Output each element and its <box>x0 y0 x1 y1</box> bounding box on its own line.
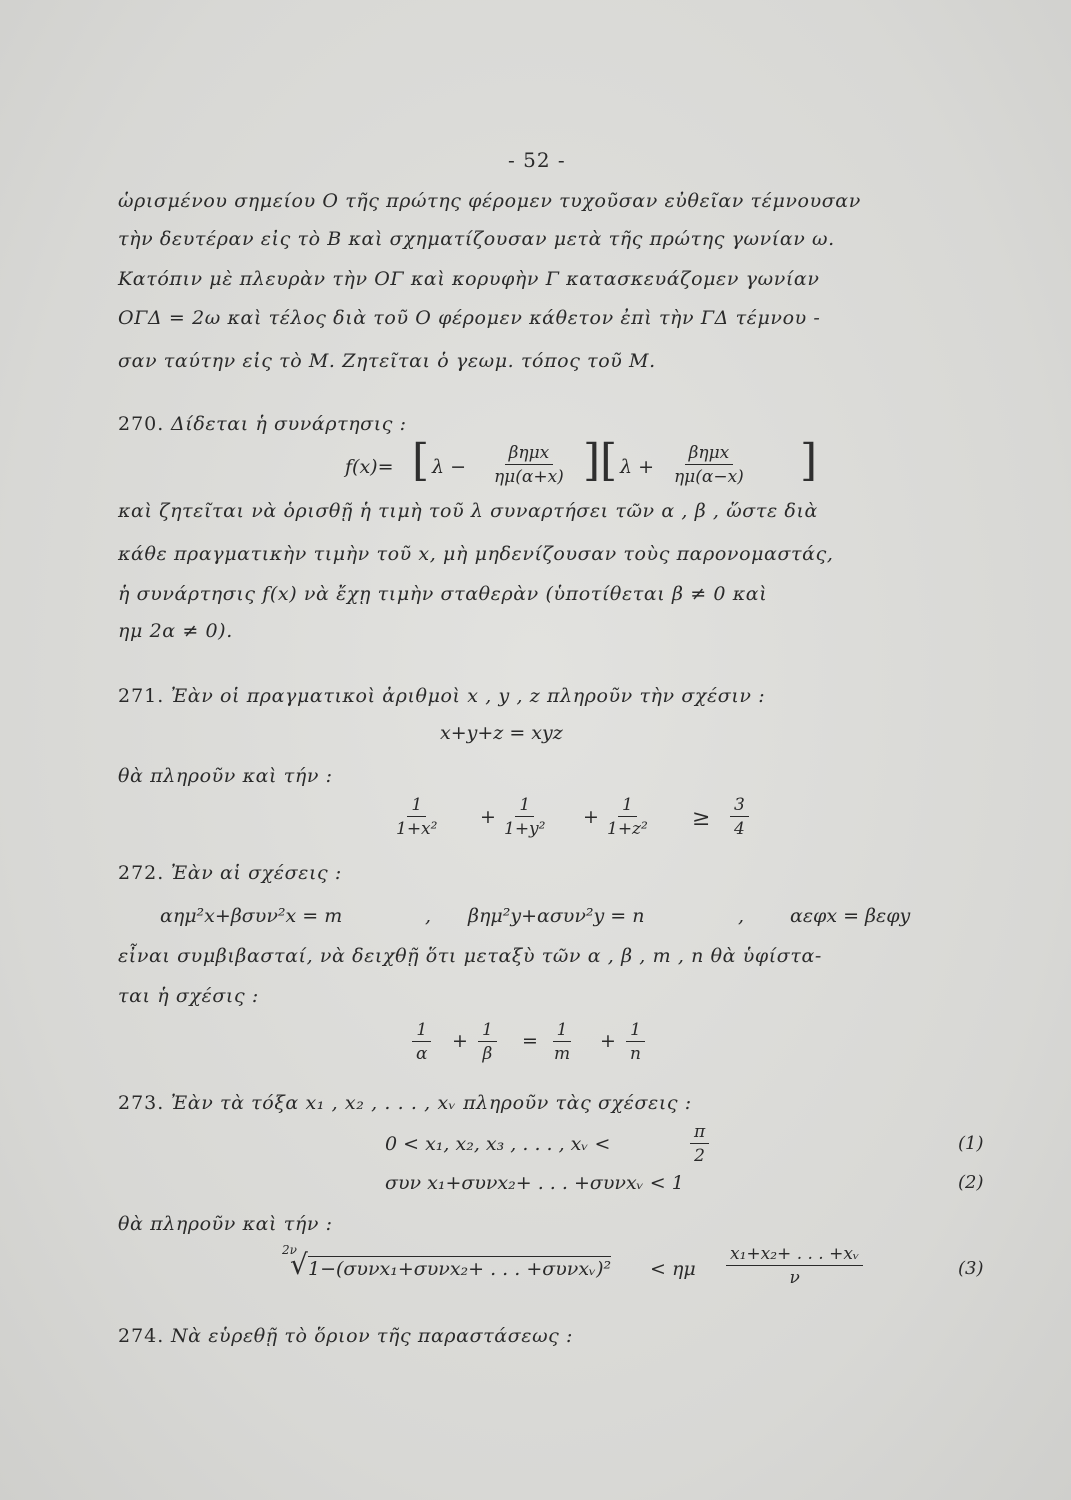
root-index: 2ν <box>282 1243 297 1257</box>
plus-sign: + <box>452 1030 468 1052</box>
fraction-273-mean <box>726 1244 863 1288</box>
intro-line-4: ΟΓΔ = 2ω καὶ τέλος διὰ τοῦ Ο φέρομεν κάθετον ἐπὶ τὴν ΓΔ τέμνου - <box>118 307 821 329</box>
problem-272-heading <box>118 862 342 884</box>
problem-274-text: Νὰ εὑρεθῇ τὸ ὅριον τῆς παραστάσεως : <box>170 1325 574 1347</box>
comma: , <box>425 905 432 927</box>
problem-271-then: θὰ πληροῦν καὶ τήν : <box>118 765 333 787</box>
comma: , <box>738 905 745 927</box>
fraction-272-b <box>478 1020 497 1064</box>
fraction-271-x <box>392 795 441 839</box>
fraction-numerator: 1 <box>412 1020 431 1042</box>
fraction-271-rhs <box>730 795 749 839</box>
fraction-denominator: ημ(α+x) <box>494 467 564 487</box>
fraction-numerator: 1 <box>515 795 534 817</box>
equation-number-1: (1) <box>958 1133 984 1154</box>
bracket-close-2: ] <box>800 435 818 486</box>
fraction-272-n <box>626 1020 645 1064</box>
problem-270-number: 270. <box>118 413 165 435</box>
fraction-pi-over-2 <box>690 1122 709 1166</box>
problem-273-text: Ἐὰν τὰ τόξα x₁ , x₂ , . . . , xᵥ πληροῦν τὰς σχέσεις : <box>170 1092 692 1114</box>
fraction-numerator: 1 <box>618 795 637 817</box>
plus-sign: + <box>480 806 496 828</box>
problem-271-equation: x+y+z = xyz <box>440 722 563 744</box>
fraction-denominator: 1+y² <box>504 819 546 839</box>
radical-sign: √ <box>290 1248 308 1281</box>
problem-271-text: Ἐὰν οἱ πραγματικοὶ ἀριθμοὶ x , y , z πληροῦν τὴν σχέσιν : <box>170 685 766 707</box>
fraction-272-a <box>412 1020 431 1064</box>
fraction-272-m <box>550 1020 574 1064</box>
bracket-open-1: [ <box>412 435 430 486</box>
problem-273-then: θὰ πληροῦν καὶ τήν : <box>118 1213 333 1235</box>
fraction-denominator: 4 <box>734 819 745 839</box>
problem-272-line-2: ται ἡ σχέσις : <box>118 985 259 1007</box>
fraction-numerator: βημx <box>685 443 734 465</box>
root-body: 1−(συνx₁+συνx₂+ . . . +συνxᵥ)² <box>308 1258 612 1280</box>
intro-line-3: Κατόπιν μὲ πλευρὰν τὴν ΟΓ καὶ κορυφὴν Γ κατασκευάζομεν γωνίαν <box>118 268 820 290</box>
fraction-denominator: 1+x² <box>396 819 438 839</box>
fraction-numerator: βημx <box>505 443 554 465</box>
fraction-270-b <box>670 443 748 487</box>
problem-271-number: 271. <box>118 685 165 707</box>
intro-line-1: ὡρισμένου σημείου Ο τῆς πρώτης φέρομεν τυχοῦσαν εὐθεῖαν τέμνουσαν <box>118 190 861 212</box>
problem-270-line-4: ημ 2α ≠ 0). <box>118 620 233 642</box>
problem-273-number: 273. <box>118 1092 165 1114</box>
problem-273-equation-2: συν x₁+συνx₂+ . . . +συνxᵥ < 1 <box>385 1172 684 1194</box>
fraction-numerator: 1 <box>553 1020 572 1042</box>
problem-273-equation-1: 0 < x₁, x₂, x₃ , . . . , xᵥ < <box>385 1133 611 1155</box>
fraction-numerator: x₁+x₂+ . . . +xᵥ <box>726 1244 863 1266</box>
problem-271-heading <box>118 685 765 707</box>
problem-270-text: Δίδεται ἡ συνάρτησις : <box>170 413 407 435</box>
fraction-numerator: 1 <box>478 1020 497 1042</box>
fraction-270-a <box>490 443 568 487</box>
equation-number-3: (3) <box>958 1258 984 1279</box>
intro-line-2: τὴν δευτέραν εἰς τὸ Β καὶ σχηματίζουσαν μετὰ τῆς πρώτης γωνίαν ω. <box>118 228 835 250</box>
fraction-numerator: 3 <box>730 795 749 817</box>
lambda-minus: λ − <box>432 456 467 478</box>
fraction-271-z <box>603 795 652 839</box>
fraction-denominator: ν <box>789 1268 800 1288</box>
geq-sign: ≥ <box>692 806 711 831</box>
problem-272-equation-b: βημ²y+ασυν²y = n <box>468 905 645 927</box>
equals-sign: = <box>522 1030 538 1052</box>
problem-270-line-2: κάθε πραγματικὴν τιμὴν τοῦ x, μὴ μηδενίζουσαν τοὺς παρονομαστάς, <box>118 543 834 565</box>
problem-272-line-1: εἶναι συμβιβασταί, νὰ δειχθῇ ὅτι μεταξὺ τῶν α , β , m , n θὰ ὑφίστα- <box>118 945 822 967</box>
plus-sign: + <box>583 806 599 828</box>
bracket-close-1: ] <box>583 435 601 486</box>
plus-sign: + <box>600 1030 616 1052</box>
fraction-denominator: m <box>554 1044 571 1064</box>
fraction-denominator: 1+z² <box>607 819 648 839</box>
fraction-numerator: 1 <box>626 1020 645 1042</box>
problem-272-number: 272. <box>118 862 165 884</box>
fraction-denominator: β <box>482 1044 493 1064</box>
lambda-plus: λ + <box>620 456 655 478</box>
fraction-denominator: n <box>630 1044 641 1064</box>
f-lhs: f(x)= <box>345 456 394 478</box>
problem-272-equation-a: αημ²x+βσυν²x = m <box>160 905 343 927</box>
fraction-denominator: ημ(α−x) <box>674 467 744 487</box>
problem-273-heading <box>118 1092 692 1114</box>
equation-number-2: (2) <box>958 1172 984 1193</box>
intro-line-5: σαν ταύτην εἰς τὸ Μ. Ζητεῖται ὁ γεωμ. τόπος τοῦ Μ. <box>118 350 656 372</box>
problem-272-equation-c: αεφx = βεφy <box>790 905 911 927</box>
problem-274-number: 274. <box>118 1325 165 1347</box>
problem-270-line-3: ἡ συνάρτησις f(x) νὰ ἔχῃ τιμὴν σταθερὰν (ὑποτίθεται β ≠ 0 καὶ <box>118 583 768 605</box>
fraction-numerator: 1 <box>407 795 426 817</box>
fraction-denominator: 2 <box>694 1146 705 1166</box>
problem-272-text: Ἐὰν αἱ σχέσεις : <box>170 862 342 884</box>
problem-270-heading <box>118 413 407 435</box>
less-than-hm: < ημ <box>650 1258 696 1280</box>
fraction-271-y <box>500 795 549 839</box>
fraction-numerator: π <box>690 1122 709 1144</box>
fraction-denominator: α <box>416 1044 428 1064</box>
problem-274-heading <box>118 1325 573 1347</box>
problem-270-line-1: καὶ ζητεῖται νὰ ὁρισθῇ ἡ τιμὴ τοῦ λ συναρτήσει τῶν α , β , ὥστε διὰ <box>118 500 818 522</box>
bracket-open-2: [ <box>600 435 618 486</box>
page-number: - 52 - <box>508 148 566 172</box>
